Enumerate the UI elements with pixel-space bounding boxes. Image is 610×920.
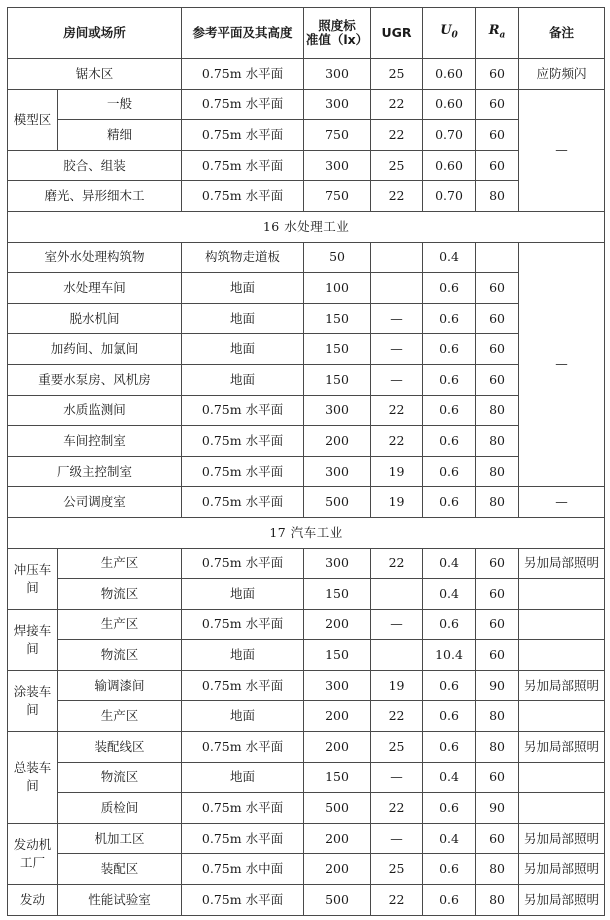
cell-note: 应防频闪 (519, 59, 605, 90)
cell-ra: 60 (476, 120, 519, 151)
table-row (8, 487, 605, 518)
section-row (8, 517, 605, 548)
cell-subroom: 输调漆间 (58, 670, 182, 701)
cell-plane: 0.75m 水平面 (182, 548, 304, 579)
cell-room: 室外水处理构筑物 (8, 242, 182, 273)
table-row (8, 59, 605, 90)
table-row (8, 273, 605, 304)
cell-room: 脱水机间 (8, 303, 182, 334)
cell-ugr: 22 (371, 181, 423, 212)
table-row (8, 793, 605, 824)
cell-ugr (371, 640, 423, 671)
cell-u0: 0.4 (423, 579, 476, 610)
cell-group-stamping: 冲压车间 (8, 548, 58, 609)
table-row (8, 150, 605, 181)
cell-u0: 0.6 (423, 364, 476, 395)
table-row (8, 885, 605, 916)
cell-u0: 0.60 (423, 89, 476, 120)
cell-subroom: 生产区 (58, 609, 182, 640)
cell-ugr (371, 579, 423, 610)
cell-note: 另加局部照明 (519, 885, 605, 916)
cell-lux: 300 (304, 59, 371, 90)
cell-u0: 0.70 (423, 120, 476, 151)
cell-note (519, 701, 605, 732)
cell-lux: 500 (304, 885, 371, 916)
cell-u0: 0.6 (423, 456, 476, 487)
cell-plane: 0.75m 水平面 (182, 487, 304, 518)
cell-note (519, 609, 605, 640)
cell-ugr: 22 (371, 89, 423, 120)
header-ra-sub: a (499, 30, 506, 41)
cell-subroom: 装配区 (58, 854, 182, 885)
cell-u0: 0.6 (423, 885, 476, 916)
cell-u0: 0.6 (423, 609, 476, 640)
table-row (8, 579, 605, 610)
cell-ra: 60 (476, 89, 519, 120)
table-row (8, 548, 605, 579)
cell-lux: 100 (304, 273, 371, 304)
cell-subroom: 质检间 (58, 793, 182, 824)
cell-lux: 150 (304, 579, 371, 610)
cell-plane: 地面 (182, 762, 304, 793)
cell-room: 磨光、异形细木工 (8, 181, 182, 212)
cell-lux: 500 (304, 793, 371, 824)
cell-ugr: 22 (371, 426, 423, 457)
section-title-16: 16 水处理工业 (8, 211, 605, 242)
cell-subroom: 精细 (58, 120, 182, 151)
cell-lux: 750 (304, 120, 371, 151)
table-row (8, 670, 605, 701)
cell-note: 另加局部照明 (519, 548, 605, 579)
cell-ugr (371, 242, 423, 273)
cell-ugr: 19 (371, 487, 423, 518)
table-header-row (8, 8, 605, 59)
cell-note: 另加局部照明 (519, 854, 605, 885)
cell-ugr: 19 (371, 670, 423, 701)
cell-plane: 0.75m 水平面 (182, 885, 304, 916)
table-row (8, 732, 605, 763)
cell-plane: 0.75m 水平面 (182, 89, 304, 120)
cell-ra: 80 (476, 854, 519, 885)
cell-ugr: 22 (371, 120, 423, 151)
cell-ugr: — (371, 303, 423, 334)
cell-lux: 200 (304, 426, 371, 457)
cell-ugr: 22 (371, 701, 423, 732)
cell-lux: 200 (304, 854, 371, 885)
cell-room: 重要水泵房、风机房 (8, 364, 182, 395)
cell-lux: 50 (304, 242, 371, 273)
cell-lux: 150 (304, 640, 371, 671)
cell-group-painting: 涂装车间 (8, 670, 58, 731)
cell-plane: 0.75m 水平面 (182, 732, 304, 763)
cell-u0: 0.6 (423, 793, 476, 824)
header-room: 房间或场所 (8, 8, 182, 59)
header-illuminance-line1: 照度标 (318, 18, 356, 33)
table-row (8, 823, 605, 854)
header-ugr: UGR (371, 8, 423, 59)
cell-plane: 地面 (182, 273, 304, 304)
cell-ra: 60 (476, 579, 519, 610)
table-row (8, 120, 605, 151)
cell-room: 公司调度室 (8, 487, 182, 518)
cell-lux: 500 (304, 487, 371, 518)
cell-lux: 150 (304, 303, 371, 334)
header-u0 (423, 8, 476, 59)
header-ra-base: R (488, 22, 500, 38)
cell-lux: 300 (304, 89, 371, 120)
cell-note: — (519, 89, 605, 211)
cell-subroom: 机加工区 (58, 823, 182, 854)
cell-plane: 地面 (182, 640, 304, 671)
cell-ra (476, 242, 519, 273)
cell-plane: 地面 (182, 364, 304, 395)
cell-ugr: — (371, 762, 423, 793)
cell-room: 水质监测间 (8, 395, 182, 426)
header-ra (476, 8, 519, 59)
cell-ra: 60 (476, 334, 519, 365)
cell-lux: 300 (304, 395, 371, 426)
cell-note (519, 579, 605, 610)
cell-note (519, 640, 605, 671)
cell-ugr: — (371, 334, 423, 365)
section-row (8, 211, 605, 242)
cell-ra: 60 (476, 823, 519, 854)
table-row (8, 242, 605, 273)
table-row (8, 395, 605, 426)
cell-ra: 90 (476, 670, 519, 701)
cell-note: 另加局部照明 (519, 823, 605, 854)
table-row (8, 364, 605, 395)
cell-u0: 0.4 (423, 762, 476, 793)
cell-ra: 80 (476, 395, 519, 426)
cell-lux: 200 (304, 609, 371, 640)
cell-u0: 0.4 (423, 242, 476, 273)
table-row (8, 701, 605, 732)
cell-group-engine: 发动机工厂 (8, 823, 58, 884)
cell-subroom: 物流区 (58, 640, 182, 671)
table-row (8, 181, 605, 212)
cell-ra: 80 (476, 885, 519, 916)
cell-u0: 0.4 (423, 548, 476, 579)
cell-plane: 构筑物走道板 (182, 242, 304, 273)
table-row (8, 609, 605, 640)
cell-note: 另加局部照明 (519, 732, 605, 763)
cell-ra: 60 (476, 640, 519, 671)
cell-ra: 60 (476, 150, 519, 181)
cell-room: 水处理车间 (8, 273, 182, 304)
table-row (8, 334, 605, 365)
table-row (8, 640, 605, 671)
cell-plane: 0.75m 水平面 (182, 670, 304, 701)
cell-group-engine-2: 发动 (8, 885, 58, 916)
cell-plane: 0.75m 水中面 (182, 854, 304, 885)
cell-plane: 0.75m 水平面 (182, 150, 304, 181)
cell-ra: 60 (476, 59, 519, 90)
cell-ra: 60 (476, 364, 519, 395)
cell-lux: 200 (304, 701, 371, 732)
cell-plane: 0.75m 水平面 (182, 395, 304, 426)
cell-u0: 0.6 (423, 701, 476, 732)
header-u0-base: U (440, 22, 452, 38)
cell-ra: 60 (476, 762, 519, 793)
table-row (8, 456, 605, 487)
cell-plane: 0.75m 水平面 (182, 120, 304, 151)
cell-ra: 80 (476, 487, 519, 518)
cell-plane: 0.75m 水平面 (182, 793, 304, 824)
cell-ugr: — (371, 823, 423, 854)
cell-lux: 300 (304, 548, 371, 579)
cell-u0: 0.70 (423, 181, 476, 212)
cell-ra: 60 (476, 548, 519, 579)
cell-subroom: 生产区 (58, 701, 182, 732)
table-row (8, 303, 605, 334)
header-plane: 参考平面及其高度 (182, 8, 304, 59)
cell-ugr: 22 (371, 395, 423, 426)
cell-ugr: 25 (371, 59, 423, 90)
cell-ra: 60 (476, 273, 519, 304)
cell-room: 锯木区 (8, 59, 182, 90)
cell-u0: 0.6 (423, 426, 476, 457)
cell-u0: 0.6 (423, 303, 476, 334)
cell-ra: 80 (476, 701, 519, 732)
cell-note: — (519, 242, 605, 487)
cell-u0: 0.4 (423, 823, 476, 854)
cell-lux: 200 (304, 823, 371, 854)
cell-note (519, 793, 605, 824)
cell-ugr: 22 (371, 793, 423, 824)
cell-ugr: 25 (371, 854, 423, 885)
cell-lux: 150 (304, 334, 371, 365)
cell-note: — (519, 487, 605, 518)
table-row (8, 426, 605, 457)
cell-ugr: 19 (371, 456, 423, 487)
cell-plane: 0.75m 水平面 (182, 456, 304, 487)
cell-ra: 80 (476, 181, 519, 212)
cell-room: 胶合、组装 (8, 150, 182, 181)
cell-ra: 60 (476, 303, 519, 334)
cell-group-assembly: 总装车间 (8, 732, 58, 824)
cell-group-welding: 焊接车间 (8, 609, 58, 670)
cell-u0: 0.6 (423, 732, 476, 763)
cell-plane: 地面 (182, 579, 304, 610)
cell-room: 加药间、加氯间 (8, 334, 182, 365)
lighting-standard-table (7, 7, 605, 916)
cell-room: 厂级主控制室 (8, 456, 182, 487)
table-row (8, 762, 605, 793)
cell-plane: 0.75m 水平面 (182, 59, 304, 90)
header-illuminance-line2: 准值（lx） (305, 32, 369, 47)
cell-u0: 0.6 (423, 487, 476, 518)
cell-subroom: 物流区 (58, 579, 182, 610)
cell-u0: 0.60 (423, 150, 476, 181)
section-title-17: 17 汽车工业 (8, 517, 605, 548)
cell-group-model: 模型区 (8, 89, 58, 150)
cell-note: 另加局部照明 (519, 670, 605, 701)
cell-plane: 地面 (182, 334, 304, 365)
cell-u0: 0.6 (423, 854, 476, 885)
cell-ugr (371, 273, 423, 304)
cell-ugr: 25 (371, 150, 423, 181)
cell-ra: 80 (476, 456, 519, 487)
cell-ra: 60 (476, 609, 519, 640)
cell-u0: 0.6 (423, 273, 476, 304)
cell-ugr: 22 (371, 548, 423, 579)
cell-u0: 0.6 (423, 395, 476, 426)
cell-subroom: 生产区 (58, 548, 182, 579)
cell-lux: 300 (304, 456, 371, 487)
cell-lux: 300 (304, 150, 371, 181)
cell-subroom: 装配线区 (58, 732, 182, 763)
table-row (8, 89, 605, 120)
table-row (8, 854, 605, 885)
header-illuminance (304, 8, 371, 59)
cell-u0: 10.4 (423, 640, 476, 671)
cell-lux: 300 (304, 670, 371, 701)
cell-lux: 150 (304, 364, 371, 395)
cell-u0: 0.6 (423, 670, 476, 701)
cell-lux: 750 (304, 181, 371, 212)
cell-ra: 90 (476, 793, 519, 824)
cell-plane: 0.75m 水平面 (182, 823, 304, 854)
cell-ugr: 25 (371, 732, 423, 763)
cell-note (519, 762, 605, 793)
cell-ugr: 22 (371, 885, 423, 916)
cell-plane: 地面 (182, 701, 304, 732)
cell-subroom: 一般 (58, 89, 182, 120)
cell-u0: 0.6 (423, 334, 476, 365)
cell-subroom: 物流区 (58, 762, 182, 793)
cell-ra: 80 (476, 426, 519, 457)
header-note: 备注 (519, 8, 605, 59)
cell-room: 车间控制室 (8, 426, 182, 457)
cell-subroom: 性能试验室 (58, 885, 182, 916)
cell-ra: 80 (476, 732, 519, 763)
cell-u0: 0.60 (423, 59, 476, 90)
header-u0-sub: 0 (451, 30, 458, 41)
cell-plane: 0.75m 水平面 (182, 181, 304, 212)
cell-lux: 200 (304, 732, 371, 763)
cell-plane: 地面 (182, 303, 304, 334)
cell-ugr: — (371, 609, 423, 640)
cell-ugr: — (371, 364, 423, 395)
cell-plane: 0.75m 水平面 (182, 609, 304, 640)
cell-plane: 0.75m 水平面 (182, 426, 304, 457)
cell-lux: 150 (304, 762, 371, 793)
